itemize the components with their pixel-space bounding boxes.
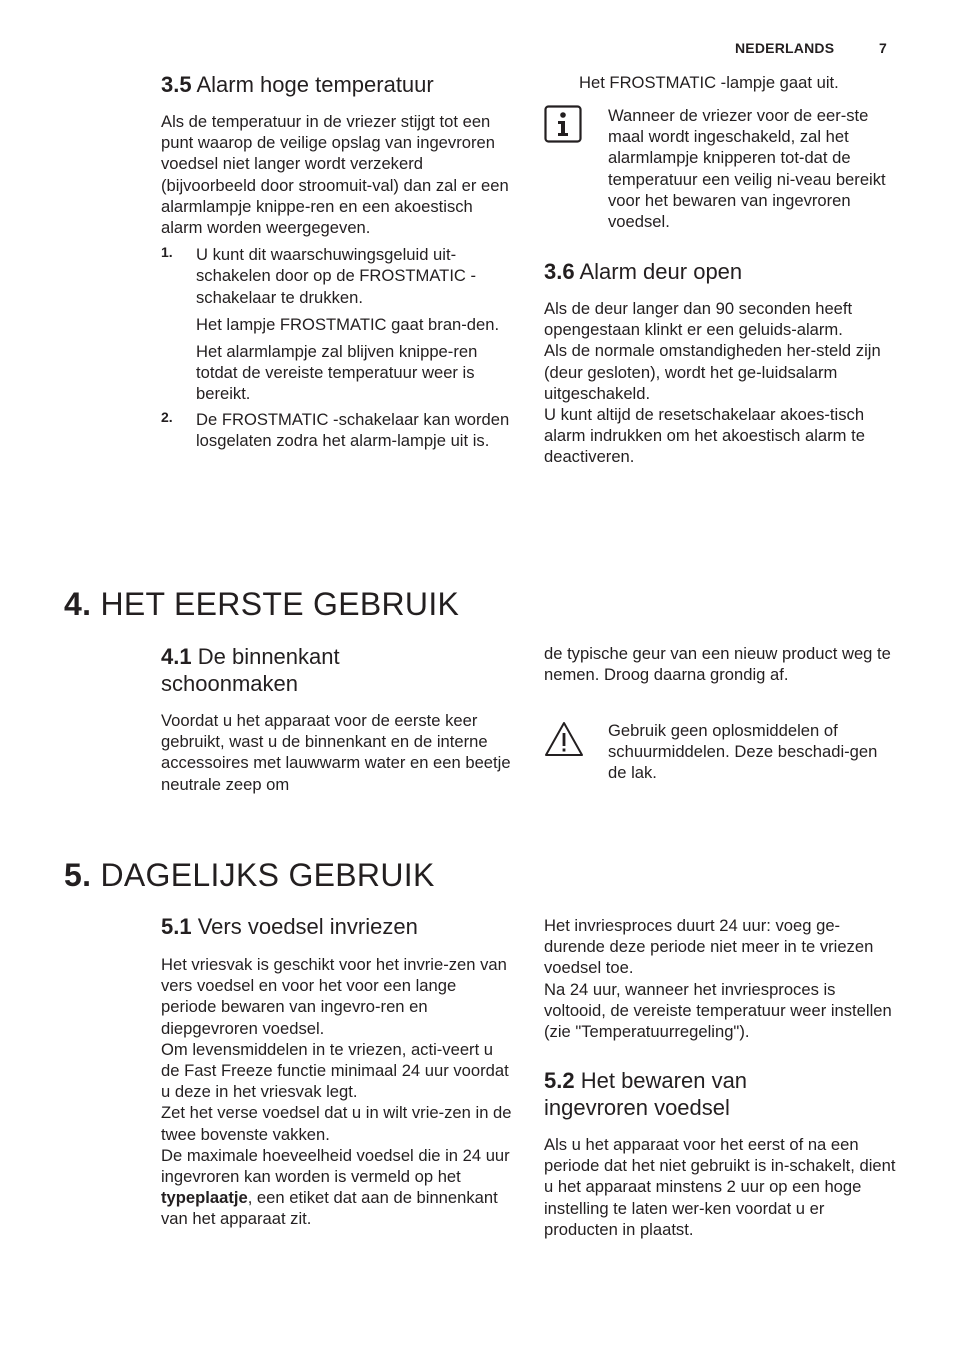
note-text: Gebruik geen oplosmiddelen of schuurmiddelen. Deze beschadi-gen de lak. bbox=[608, 721, 878, 783]
info-icon bbox=[544, 105, 582, 148]
paragraph: Het vriesvak is geschikt voor het invrie-zen van vers voedsel en voor het voor een lange periode bewaren van ingevro-ren en diepgevroren voedsel. bbox=[161, 955, 507, 1038]
paragraph: Als de temperatuur in de vriezer stijgt tot een punt waarop de veilige opslag van ingevroren voedsel niet langer wordt verzekerd (bijvoorbeeld door stroomuit-val) dan zal er een alarmlampje knippe-ren en een akoestisch alarm worden weergegeven. bbox=[161, 112, 509, 238]
paragraph: Om levensmiddelen in te vriezen, acti-veert u de Fast Freeze functie minimaal 24 uur voordat u deze in het vriesvak legt. bbox=[161, 1039, 509, 1102]
section-number: 5.1 bbox=[161, 914, 192, 939]
section-title-line-2: ingevroren voedsel bbox=[544, 1095, 730, 1120]
list-continuation bbox=[579, 72, 899, 93]
section-5-1-continuation bbox=[544, 915, 896, 1042]
section-title: Vers voedsel invriezen bbox=[197, 914, 418, 939]
chapter-title: HET EERSTE GEBRUIK bbox=[100, 586, 460, 622]
section-number: 4.1 bbox=[161, 644, 192, 669]
list-subparagraph: Het lampje FROSTMATIC gaat bran-den. bbox=[196, 314, 500, 334]
section-5-2 bbox=[544, 1067, 896, 1240]
paragraph: Na 24 uur, wanneer het invriesproces is voltooid, de vereiste temperatuur weer instellen (zie "Temperatuurregeling"). bbox=[544, 979, 892, 1042]
chapter-title: DAGELIJKS GEBRUIK bbox=[100, 857, 435, 893]
warning-icon bbox=[544, 720, 584, 763]
section-4-1-continuation bbox=[544, 643, 896, 685]
paragraph: de typische geur van een nieuw product weg te nemen. Droog daarna grondig af. bbox=[544, 644, 891, 685]
section-3-5 bbox=[161, 71, 515, 451]
note-text: Wanneer de vriezer voor de eer-ste maal wordt ingeschakeld, zal het alarmlampje knipperen tot-dat de temperatuur een veilig ni-veau bereikt voor het bewaren van ingevroren voedsel. bbox=[608, 106, 886, 232]
section-number: 3.6 bbox=[544, 259, 575, 284]
chapter-number: 5. bbox=[64, 857, 92, 893]
paragraph: Als de deur langer dan 90 seconden heeft opengestaan klinkt er een geluids-alarm. bbox=[544, 299, 853, 340]
paragraph: Voordat u het apparaat voor de eerste keer gebruikt, wast u de binnenkant en de interne accessoires met lauwwarm water en een beetje neutrale zeep om bbox=[161, 711, 511, 794]
list-item-1 bbox=[161, 244, 515, 404]
bold-term: typeplaatje bbox=[161, 1188, 248, 1208]
list-text: De FROSTMATIC -schakelaar kan worden losgelaten zodra het alarm-lampje uit is. bbox=[196, 409, 510, 450]
section-4-1-heading bbox=[161, 643, 515, 697]
section-title-line-1: Het bewaren van bbox=[580, 1068, 748, 1093]
paragraph: U kunt altijd de resetschakelaar akoes-tisch alarm indrukken om het akoestisch alarm te deactiveren. bbox=[544, 405, 865, 467]
chapter-4-heading bbox=[64, 586, 459, 622]
text-run: De maximale hoeveelheid voedsel die in 24 uur ingevroren kan worden is vermeld op het bbox=[161, 1145, 510, 1187]
section-title-line-1: De binnenkant bbox=[197, 644, 340, 669]
list-number: 1. bbox=[161, 244, 173, 261]
text-run: , een etiket dat aan de binnenkant van het apparaat zit. bbox=[161, 1188, 498, 1229]
paragraph: Het invriesproces duurt 24 uur: voeg ge-durende deze periode niet meer in te vriezen voedsel toe. bbox=[544, 916, 874, 978]
section-5-1 bbox=[161, 913, 515, 1230]
chapter-number: 4. bbox=[64, 586, 92, 622]
section-number: 3.5 bbox=[161, 72, 192, 97]
list-item-2 bbox=[161, 409, 515, 451]
section-3-5-heading bbox=[161, 71, 515, 98]
paragraph: Het FROSTMATIC -lampje gaat uit. bbox=[579, 73, 839, 92]
page-number: 7 bbox=[879, 40, 887, 56]
section-5-2-heading bbox=[544, 1067, 896, 1121]
list-number: 2. bbox=[161, 408, 173, 425]
section-title: Alarm deur open bbox=[579, 259, 743, 284]
paragraph: Als de normale omstandigheden her-steld zijn (deur gesloten), wordt het ge-luidsalarm uitgeschakeld. bbox=[544, 341, 881, 403]
paragraph: Zet het verse voedsel dat u in wilt vrie-zen in de twee bovenste vakken. bbox=[161, 1103, 512, 1144]
chapter-5-heading bbox=[64, 857, 435, 893]
info-note bbox=[544, 105, 898, 235]
section-title: Alarm hoge temperatuur bbox=[196, 72, 434, 97]
section-4-1 bbox=[161, 643, 515, 795]
list-text: U kunt dit waarschuwingsgeluid uit-schakelen door op de FROSTMATIC -schakelaar te drukken. bbox=[196, 245, 477, 307]
warning-note bbox=[544, 720, 898, 790]
paragraph: Als u het apparaat voor het eerst of na een periode dat het niet gebruikt is in-schakelt, dient u het apparaat minstens 2 uur op een hoge instelling te laten wer-ken voordat u er producten in plaatst. bbox=[544, 1135, 896, 1239]
section-number: 5.2 bbox=[544, 1068, 575, 1093]
section-3-6 bbox=[544, 258, 896, 468]
section-3-6-heading bbox=[544, 258, 896, 285]
header-language: NEDERLANDS bbox=[735, 40, 835, 56]
section-title-line-2: schoonmaken bbox=[161, 671, 298, 696]
section-5-1-heading bbox=[161, 913, 515, 940]
paragraph bbox=[161, 1145, 515, 1230]
list-subparagraph: Het alarmlampje zal blijven knippe-ren totdat de vereiste temperatuur weer is bereikt. bbox=[196, 342, 478, 404]
